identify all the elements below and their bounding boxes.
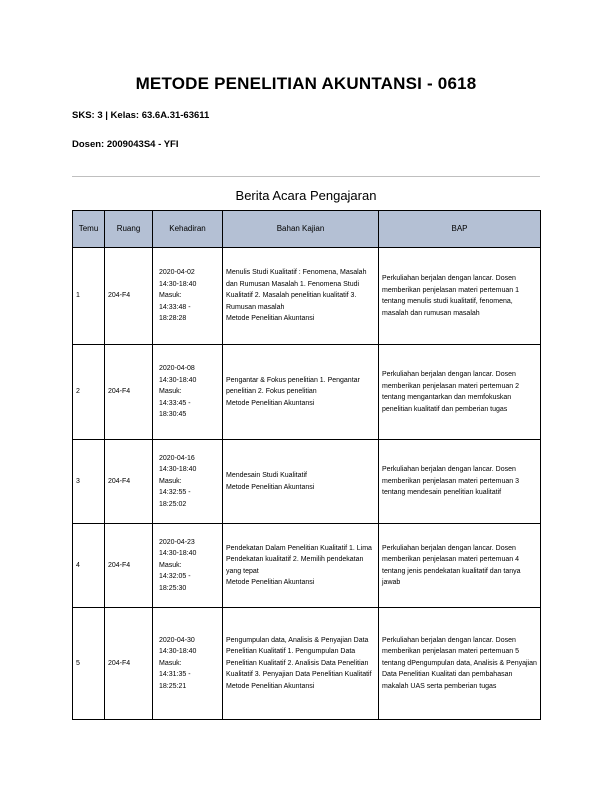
cell-bahan-kajian: Pengantar & Fokus penelitian 1. Pengantar penelitian 2. Fokus penelitian Metode Penelitian Akuntansi: [223, 345, 379, 440]
cell-temu: 3: [73, 440, 105, 524]
lecturer-info: Dosen: 2009043S4 - YFI: [72, 139, 179, 150]
column-header-bahan-kajian: Bahan Kajian: [223, 211, 379, 248]
section-title: Berita Acara Pengajaran: [235, 188, 377, 203]
cell-temu: 4: [73, 524, 105, 608]
cell-ruang: 204-F4: [105, 440, 153, 524]
cell-kehadiran: 2020-04-16 14:30-18:40 Masuk: 14:32:55 - 18:25:02: [153, 440, 223, 524]
cell-kehadiran: 2020-04-02 14:30-18:40 Masuk: 14:33:48 - 18:28:28: [153, 248, 223, 345]
course-info: SKS: 3 | Kelas: 63.6A.31-63611: [72, 110, 210, 121]
table-row: [73, 345, 541, 440]
cell-ruang: 204-F4: [105, 608, 153, 720]
cell-kehadiran: 2020-04-08 14:30-18:40 Masuk: 14:33:45 - 18:30:45: [153, 345, 223, 440]
cell-bahan-kajian: Pengumpulan data, Analisis & Penyajian Data Penelitian Kualitatif 1. Pengumpulan Data Penelitian Kualitatif 2. Analisis Data Penelitian Kualitatif 3. Penyajian Data Penelitian Kualitatif Metode Penelitian Akuntansi: [223, 608, 379, 720]
cell-bap: Perkuliahan berjalan dengan lancar. Dosen memberikan penjelasan materi pertemuan 5 tentang dPengumpulan data, Analisis & Penyajian Data Penelitian Kualitati dan pembahasan makalah UAS serta pemberian tugas: [379, 608, 541, 720]
cell-temu: 2: [73, 345, 105, 440]
cell-temu: 1: [73, 248, 105, 345]
table-header-row: [73, 211, 541, 248]
table-row: [73, 524, 541, 608]
cell-bahan-kajian: Mendesain Studi Kualitatif Metode Penelitian Akuntansi: [223, 440, 379, 524]
cell-bap: Perkuliahan berjalan dengan lancar. Dosen memberikan penjelasan materi pertemuan 1 tentang menulis studi kualitatif, fenomena, masalah dan rumusan masalah: [379, 248, 541, 345]
cell-bap: Perkuliahan berjalan dengan lancar. Dosen memberikan penjelasan materi pertemuan 3 tentang mendesain penelitian kualitatif: [379, 440, 541, 524]
cell-bap: Perkuliahan berjalan dengan lancar. Dosen memberikan penjelasan materi pertemuan 4 tentang jenis pendekatan kualitatif dan tanya jawab: [379, 524, 541, 608]
column-header-bap: BAP: [379, 211, 541, 248]
cell-kehadiran: 2020-04-30 14:30-18:40 Masuk: 14:31:35 - 18:25:21: [153, 608, 223, 720]
teaching-record-table: [72, 210, 541, 720]
divider: [72, 176, 540, 177]
cell-temu: 5: [73, 608, 105, 720]
column-header-temu: Temu: [73, 211, 105, 248]
page-title: METODE PENELITIAN AKUNTANSI - 0618: [135, 74, 477, 93]
table-row: [73, 608, 541, 720]
column-header-ruang: Ruang: [105, 211, 153, 248]
cell-ruang: 204-F4: [105, 524, 153, 608]
cell-kehadiran: 2020-04-23 14:30-18:40 Masuk: 14:32:05 - 18:25:30: [153, 524, 223, 608]
cell-bahan-kajian: Pendekatan Dalam Penelitian Kualitatif 1. Lima Pendekatan kualitatif 2. Memilih pendekatan yang tepat Metode Penelitian Akuntansi: [223, 524, 379, 608]
column-header-kehadiran: Kehadiran: [153, 211, 223, 248]
table-row: [73, 248, 541, 345]
cell-ruang: 204-F4: [105, 345, 153, 440]
cell-bap: Perkuliahan berjalan dengan lancar. Dosen memberikan penjelasan materi pertemuan 2 tentang mengantarkan dan memfokuskan penelitian kualitatif dan pemberian tugas: [379, 345, 541, 440]
cell-bahan-kajian: Menulis Studi Kualitatif : Fenomena, Masalah dan Rumusan Masalah 1. Fenomena Studi Kualitatif 2. Masalah penelitian kualitatif 3. Rumusan masalah Metode Penelitian Akuntansi: [223, 248, 379, 345]
table-row: [73, 440, 541, 524]
cell-ruang: 204-F4: [105, 248, 153, 345]
